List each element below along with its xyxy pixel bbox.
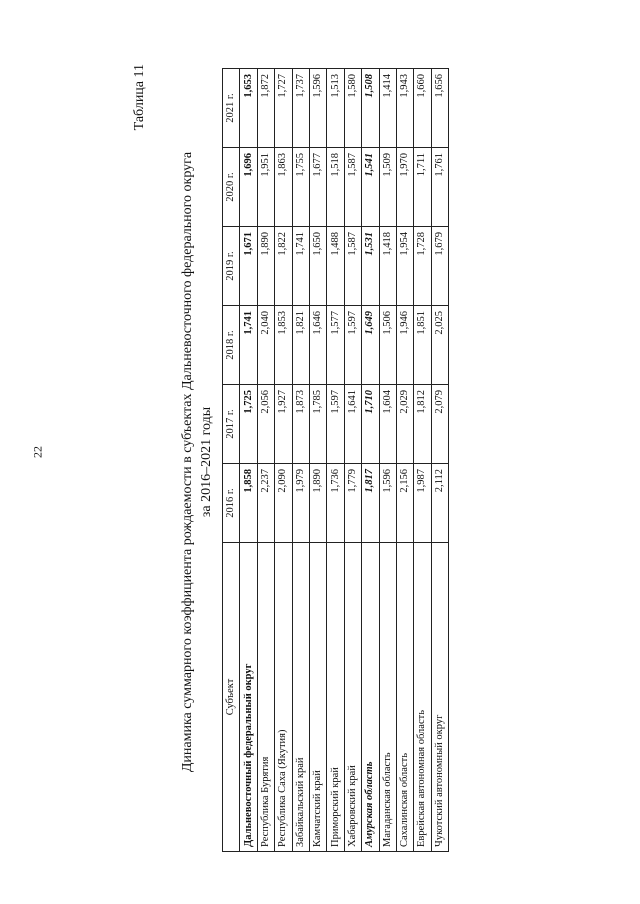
value-cell: 1,725 — [240, 385, 257, 464]
table-row — [414, 69, 431, 852]
value-cell: 1,872 — [257, 69, 274, 148]
value-cell: 1,508 — [362, 69, 379, 148]
table-row — [240, 69, 257, 852]
value-cell: 1,851 — [414, 306, 431, 385]
subject-name-cell: Дальневосточный федеральный округ — [240, 543, 257, 852]
value-cell: 1,596 — [379, 464, 396, 543]
value-cell: 1,946 — [396, 306, 413, 385]
value-cell: 1,943 — [396, 69, 413, 148]
value-cell: 1,414 — [379, 69, 396, 148]
value-cell: 1,596 — [309, 69, 326, 148]
value-cell: 1,755 — [292, 148, 309, 227]
header-year-2016: 2016 г. — [223, 464, 240, 543]
value-cell: 1,587 — [344, 227, 361, 306]
subject-name-cell: Еврейская автономная область — [414, 543, 431, 852]
page-number: 22 — [30, 446, 45, 458]
subject-name-cell: Приморский край — [327, 543, 344, 852]
value-cell: 1,727 — [275, 69, 292, 148]
value-cell: 1,970 — [396, 148, 413, 227]
value-cell: 1,509 — [379, 148, 396, 227]
value-cell: 1,679 — [431, 227, 448, 306]
value-cell: 1,761 — [431, 148, 448, 227]
value-cell: 1,677 — [309, 148, 326, 227]
value-cell: 1,927 — [275, 385, 292, 464]
value-cell: 1,858 — [240, 464, 257, 543]
value-cell: 2,237 — [257, 464, 274, 543]
value-cell: 1,853 — [275, 306, 292, 385]
value-cell: 1,418 — [379, 227, 396, 306]
subject-name-cell: Забайкальский край — [292, 543, 309, 852]
table-row — [292, 69, 309, 852]
value-cell: 1,737 — [292, 69, 309, 148]
value-cell: 1,951 — [257, 148, 274, 227]
value-cell: 1,817 — [362, 464, 379, 543]
table-row — [344, 69, 361, 852]
value-cell: 1,711 — [414, 148, 431, 227]
table-row — [309, 69, 326, 852]
table-row — [379, 69, 396, 852]
value-cell: 1,822 — [275, 227, 292, 306]
value-cell: 1,741 — [292, 227, 309, 306]
rotated-page-content — [130, 62, 590, 862]
table-body — [240, 69, 449, 852]
value-cell: 1,863 — [275, 148, 292, 227]
value-cell: 1,649 — [362, 306, 379, 385]
value-cell: 1,597 — [344, 306, 361, 385]
value-cell: 2,025 — [431, 306, 448, 385]
value-cell: 2,112 — [431, 464, 448, 543]
subject-name-cell: Республика Саха (Якутия) — [275, 543, 292, 852]
value-cell: 2,040 — [257, 306, 274, 385]
header-year-2021: 2021 г. — [223, 69, 240, 148]
value-cell: 1,597 — [327, 385, 344, 464]
table-row — [327, 69, 344, 852]
value-cell: 2,156 — [396, 464, 413, 543]
value-cell: 1,488 — [327, 227, 344, 306]
value-cell: 1,741 — [240, 306, 257, 385]
subject-name-cell: Республика Бурятия — [257, 543, 274, 852]
header-year-2019: 2019 г. — [223, 227, 240, 306]
value-cell: 1,577 — [327, 306, 344, 385]
header-year-2017: 2017 г. — [223, 385, 240, 464]
value-cell: 1,541 — [362, 148, 379, 227]
value-cell: 1,587 — [344, 148, 361, 227]
subject-name-cell: Сахалинская область — [396, 543, 413, 852]
value-cell: 1,954 — [396, 227, 413, 306]
value-cell: 1,890 — [309, 464, 326, 543]
value-cell: 1,650 — [309, 227, 326, 306]
value-cell: 1,604 — [379, 385, 396, 464]
value-cell: 1,653 — [240, 69, 257, 148]
fertility-table — [222, 68, 449, 852]
value-cell: 1,710 — [362, 385, 379, 464]
value-cell: 1,821 — [292, 306, 309, 385]
table-row — [396, 69, 413, 852]
value-cell: 1,656 — [431, 69, 448, 148]
value-cell: 1,873 — [292, 385, 309, 464]
subject-name-cell: Хабаровский край — [344, 543, 361, 852]
table-title-line-1: Динамика суммарного коэффициента рождаемости в субъектах Дальневосточного федерального округа — [180, 151, 195, 773]
table-row — [275, 69, 292, 852]
value-cell: 1,696 — [240, 148, 257, 227]
table-title-line-2: за 2016–2021 годы — [199, 406, 214, 518]
value-cell: 2,056 — [257, 385, 274, 464]
value-cell: 2,090 — [275, 464, 292, 543]
table-row — [431, 69, 448, 852]
value-cell: 1,736 — [327, 464, 344, 543]
subject-name-cell: Магаданская область — [379, 543, 396, 852]
header-year-2018: 2018 г. — [223, 306, 240, 385]
value-cell: 1,513 — [327, 69, 344, 148]
value-cell: 1,979 — [292, 464, 309, 543]
header-year-2020: 2020 г. — [223, 148, 240, 227]
value-cell: 1,641 — [344, 385, 361, 464]
value-cell: 1,812 — [414, 385, 431, 464]
value-cell: 1,671 — [240, 227, 257, 306]
value-cell: 1,531 — [362, 227, 379, 306]
value-cell: 1,779 — [344, 464, 361, 543]
value-cell: 1,890 — [257, 227, 274, 306]
value-cell: 1,518 — [327, 148, 344, 227]
subject-name-cell: Амурская область — [362, 543, 379, 852]
header-subject: Субъект — [223, 543, 240, 852]
table-row — [257, 69, 274, 852]
value-cell: 2,029 — [396, 385, 413, 464]
table-label: Таблица 11 — [132, 64, 147, 131]
value-cell: 1,728 — [414, 227, 431, 306]
value-cell: 1,785 — [309, 385, 326, 464]
value-cell: 1,580 — [344, 69, 361, 148]
value-cell: 1,660 — [414, 69, 431, 148]
subject-name-cell: Чукотский автономный округ — [431, 543, 448, 852]
value-cell: 1,506 — [379, 306, 396, 385]
table-row — [362, 69, 379, 852]
value-cell: 1,987 — [414, 464, 431, 543]
value-cell: 1,646 — [309, 306, 326, 385]
value-cell: 2,079 — [431, 385, 448, 464]
table-header-row — [223, 69, 240, 852]
subject-name-cell: Камчатский край — [309, 543, 326, 852]
table-title — [178, 62, 216, 862]
